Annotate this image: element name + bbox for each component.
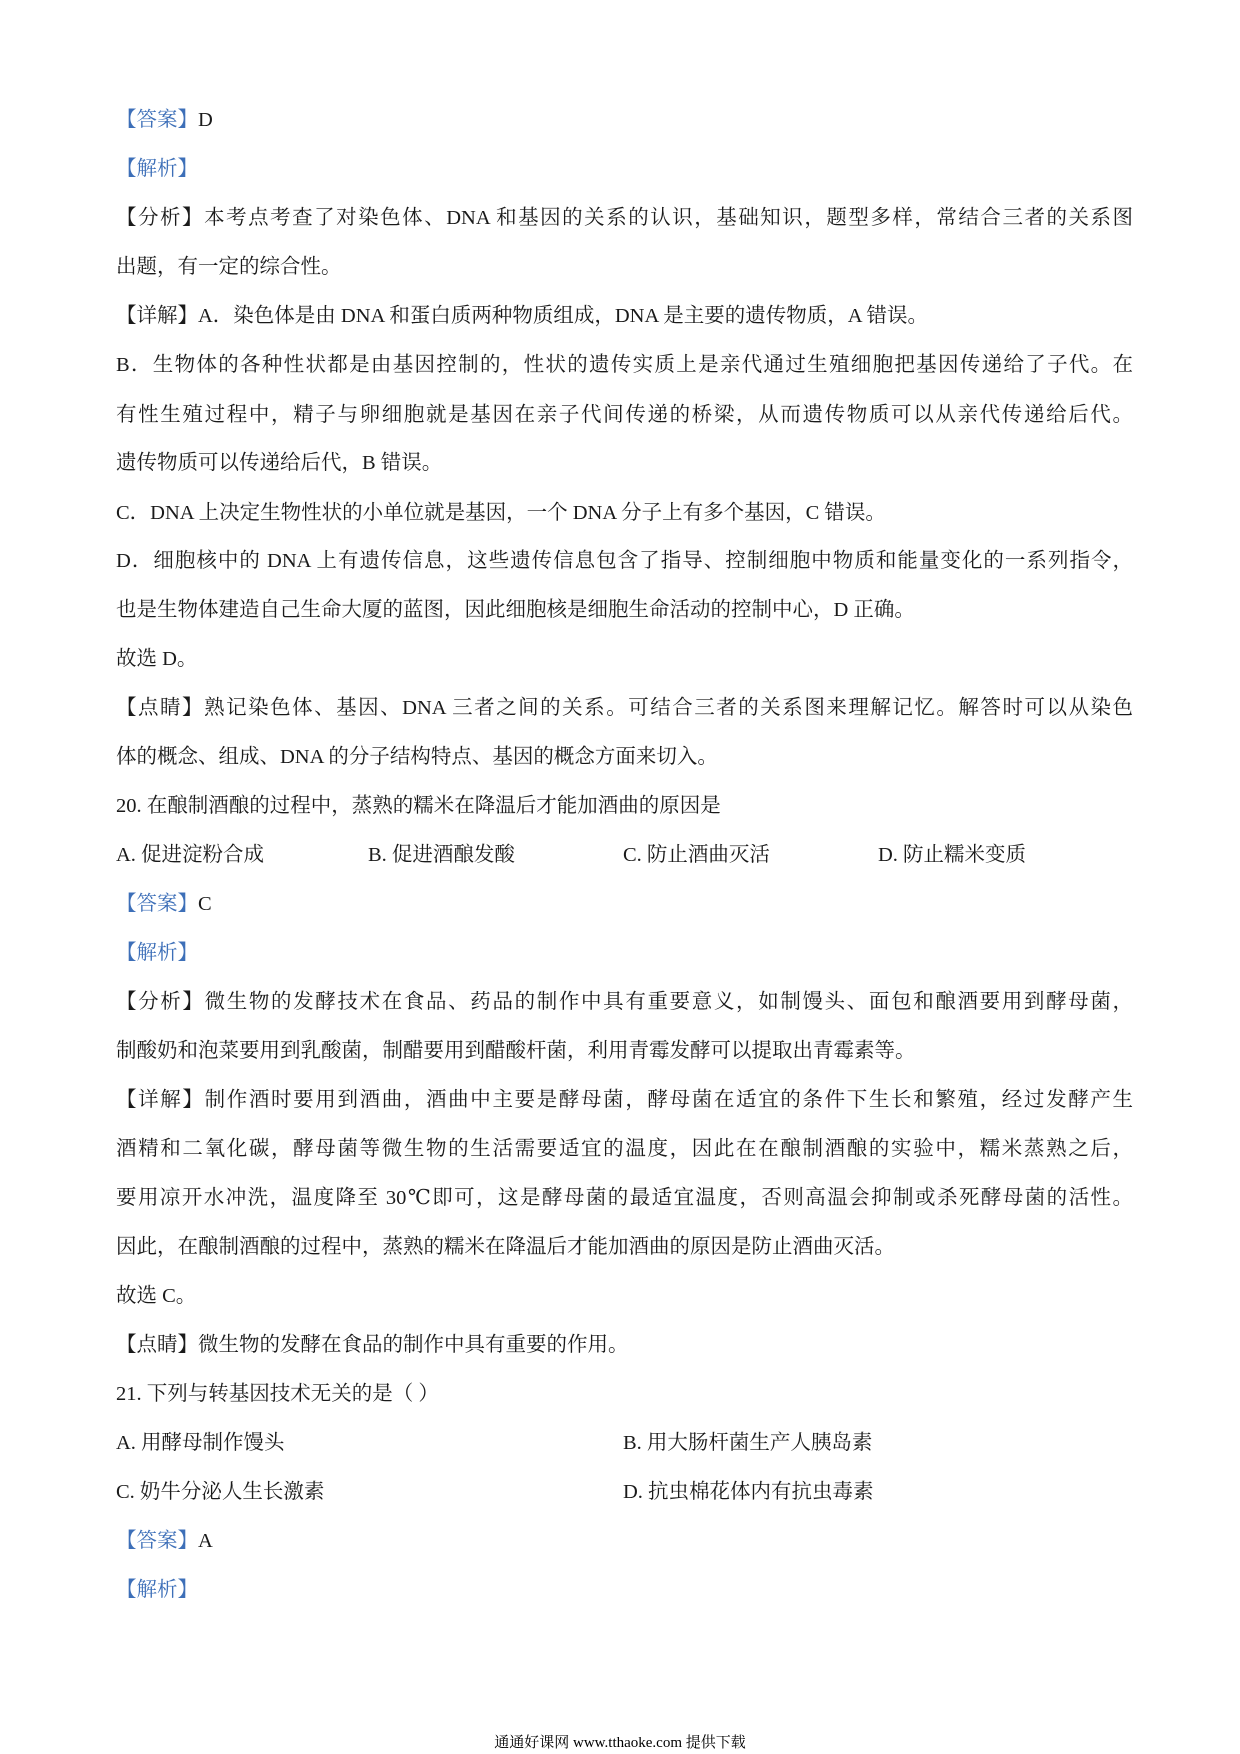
answer-value: A [198, 1530, 213, 1552]
analysis-label: 【解析】 [116, 942, 198, 964]
q19-xiangjie-line-6: D．细胞核中的 DNA 上有遗传信息，这些遗传信息包含了指导、控制细胞中物质和能量变化的一系列指令， [116, 550, 1133, 572]
dianjing-text: 熟记染色体、基因、DNA 三者之间的关系。可结合三者的关系图来理解记忆。解答时可以从染色 [204, 697, 1134, 719]
xiangjie-text: 制作酒时要用到酒曲，酒曲中主要是酵母菌，酵母菌在适宜的条件下生长和繁殖，经过发酵产生 [204, 1089, 1133, 1111]
q21-option-b: B. 用大肠杆菌生产人胰岛素 [623, 1432, 873, 1454]
analysis-label: 【解析】 [116, 1579, 198, 1601]
dianjing-text: 微生物的发酵在食品的制作中具有重要的作用。 [198, 1334, 629, 1356]
answer-value: C [198, 893, 212, 915]
fenxi-text: 本考点考查了对染色体、DNA 和基因的关系的认识，基础知识，题型多样，常结合三者的关系图 [204, 207, 1134, 229]
q21-option-c: C. 奶牛分泌人生长激素 [116, 1481, 325, 1503]
fenxi-label: 【分析】 [116, 991, 205, 1013]
q19-xiangjie-line-2: B．生物体的各种性状都是由基因控制的，性状的遗传实质上是亲代通过生殖细胞把基因传递给了子代。在 [116, 354, 1133, 376]
answer-label: 【答案】 [116, 109, 198, 131]
q20-option-c: C. 防止酒曲灭活 [623, 844, 770, 866]
answer-label: 【答案】 [116, 1530, 198, 1552]
fenxi-text: 微生物的发酵技术在食品、药品的制作中具有重要意义，如制馒头、面包和酿酒要用到酵母菌， [204, 991, 1133, 1013]
q21-option-d: D. 抗虫棉花体内有抗虫毒素 [623, 1481, 874, 1503]
q20-fenxi-line-2: 制酸奶和泡菜要用到乳酸菌，制醋要用到醋酸杆菌，利用青霉发酵可以提取出青霉素等。 [116, 1040, 916, 1062]
q20-dianjing [116, 1331, 1133, 1359]
dianjing-label: 【点睛】 [116, 1334, 198, 1356]
q19-xiangjie-line-4: 遗传物质可以传递给后代，B 错误。 [116, 452, 443, 474]
q20-analysis-heading [116, 939, 1133, 967]
q19-fenxi-line-2: 出题，有一定的综合性。 [116, 256, 342, 278]
q21-option-a: A. 用酵母制作馒头 [116, 1432, 285, 1454]
analysis-label: 【解析】 [116, 158, 198, 180]
q20-stem: 20. 在酿制酒酿的过程中，蒸熟的糯米在降温后才能加酒曲的原因是 [116, 795, 721, 817]
answer-value: D [198, 109, 213, 131]
q19-analysis-heading [116, 155, 1133, 183]
xiangjie-text: A．染色体是由 DNA 和蛋白质两种物质组成，DNA 是主要的遗传物质，A 错误。 [198, 305, 929, 327]
q20-fenxi-line-1 [116, 988, 1133, 1016]
q20-xiangjie-line-3: 要用凉开水冲洗，温度降至 30℃即可，这是酵母菌的最适宜温度，否则高温会抑制或杀死酵母菌的活性。 [116, 1187, 1133, 1209]
q20-xiangjie-line-2: 酒精和二氧化碳，酵母菌等微生物的生活需要适宜的温度，因此在在酿制酒酿的实验中，糯米蒸熟之后， [116, 1138, 1133, 1160]
q20-option-a: A. 促进淀粉合成 [116, 844, 265, 866]
q20-option-d: D. 防止糯米变质 [878, 844, 1027, 866]
q19-dianjing-line-2: 体的概念、组成、DNA 的分子结构特点、基因的概念方面来切入。 [116, 746, 718, 768]
q19-xiangjie-line-7: 也是生物体建造自己生命大厦的蓝图，因此细胞核是细胞生命活动的控制中心，D 正确。 [116, 599, 915, 621]
q19-xiangjie-line-5: C．DNA 上决定生物性状的小单位就是基因，一个 DNA 分子上有多个基因，C 错误。 [116, 502, 886, 524]
q20-xiangjie-line-1 [116, 1086, 1133, 1114]
answer-label: 【答案】 [116, 893, 198, 915]
q21-stem: 21. 下列与转基因技术无关的是（ ） [116, 1383, 439, 1405]
q20-conclusion: 故选 C。 [116, 1285, 197, 1307]
page-footer: 通通好课网 www.tthaoke.com 提供下载 [494, 1735, 746, 1751]
xiangjie-label: 【详解】 [116, 305, 198, 327]
q19-xiangjie-line-3: 有性生殖过程中，精子与卵细胞就是基因在亲子代间传递的桥梁，从而遗传物质可以从亲代传递给后代。 [116, 404, 1133, 426]
q20-xiangjie-line-4: 因此，在酿制酒酿的过程中，蒸熟的糯米在降温后才能加酒曲的原因是防止酒曲灭活。 [116, 1236, 895, 1258]
q19-fenxi-line-1 [116, 204, 1133, 232]
dianjing-label: 【点睛】 [116, 697, 205, 719]
q19-xiangjie-line-1 [116, 302, 1133, 330]
q19-conclusion: 故选 D。 [116, 648, 198, 670]
fenxi-label: 【分析】 [116, 207, 205, 229]
q21-answer [116, 1527, 1133, 1555]
q19-dianjing-line-1 [116, 694, 1133, 722]
q20-answer [116, 890, 1133, 918]
q20-option-b: B. 促进酒酿发酸 [368, 844, 515, 866]
xiangjie-label: 【详解】 [116, 1089, 205, 1111]
q19-answer [116, 106, 1133, 134]
q21-analysis-heading [116, 1576, 1133, 1604]
